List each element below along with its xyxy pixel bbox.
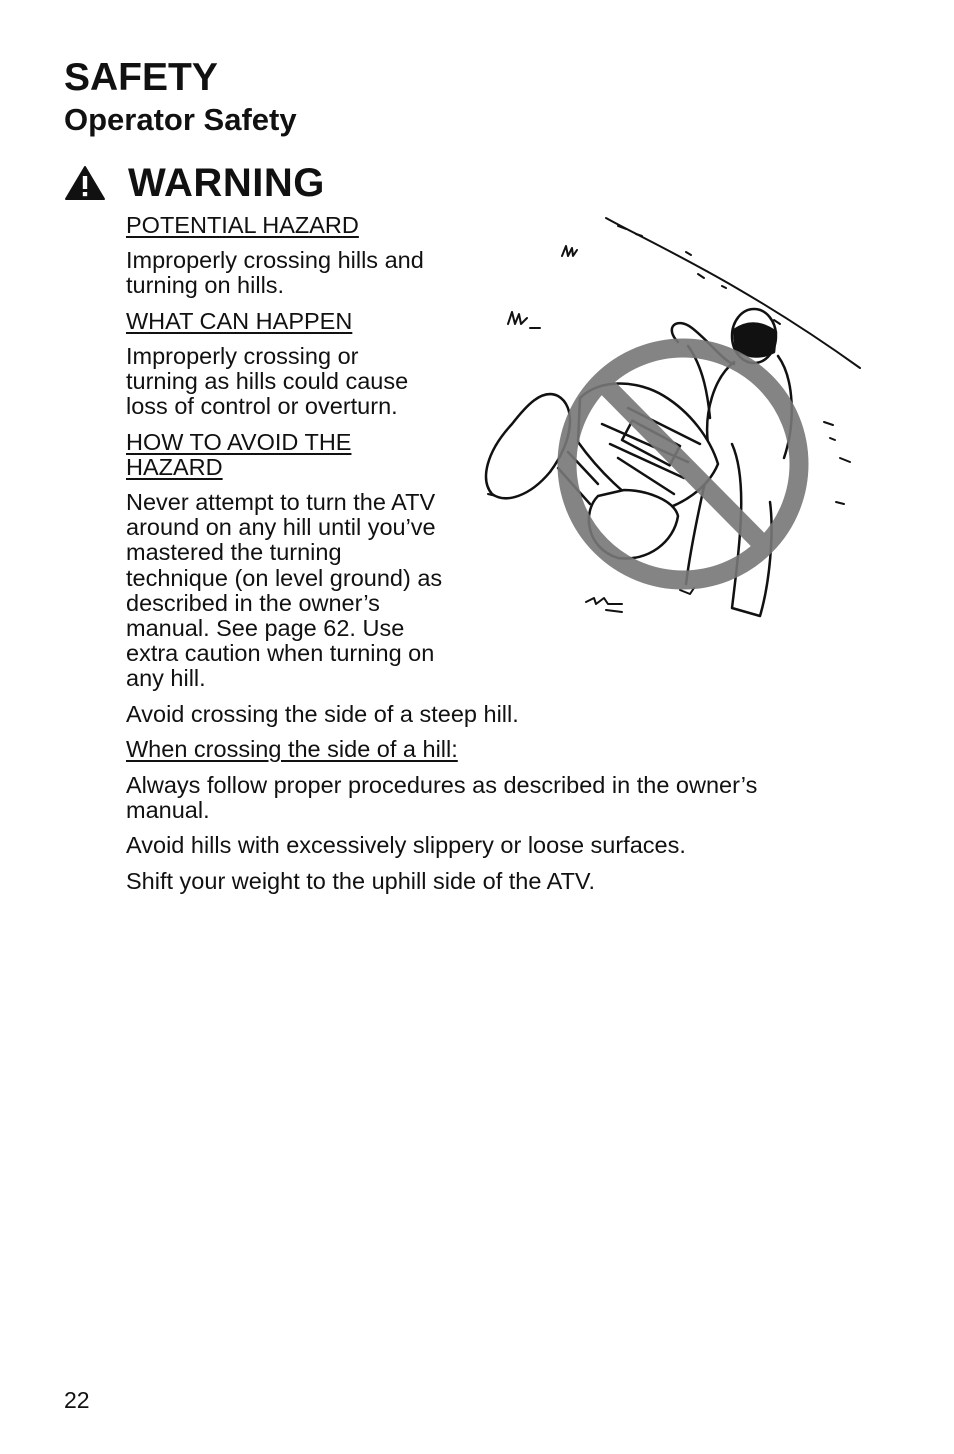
- procedure-3: Shift your weight to the uphill side of the ATV.: [126, 868, 595, 894]
- procedure-2: Avoid hills with excessively slippery or loose surfaces.: [126, 832, 686, 858]
- when-crossing-heading: When crossing the side of a hill:: [126, 736, 458, 762]
- page-number: 22: [64, 1387, 90, 1413]
- section-title: SAFETY: [64, 56, 218, 99]
- avoid-crossing-text: Avoid crossing the side of a steep hill.: [126, 701, 519, 727]
- how-to-avoid-text: Never attempt to turn the ATV around on any hill until you’ve mastered the turning technique (on level ground) as described in the owner’s manual. See page 62. Use extra caution when turning on any hill.: [126, 489, 443, 692]
- warning-triangle-icon: [64, 165, 106, 201]
- how-to-avoid-heading: HOW TO AVOID THE HAZARD: [126, 429, 352, 481]
- what-can-happen-text: Improperly crossing or turning as hills could cause loss of control or overturn.: [126, 343, 409, 420]
- warning-title: WARNING: [128, 161, 325, 205]
- prohibited-atv-overturn-icon: [478, 212, 862, 628]
- procedure-1: Always follow proper procedures as described in the owner’s manual.: [126, 772, 758, 824]
- subsection-title: Operator Safety: [64, 102, 297, 137]
- potential-hazard-text: Improperly crossing hills and turning on hills.: [126, 247, 424, 299]
- potential-hazard-heading: POTENTIAL HAZARD: [126, 212, 359, 238]
- warning-header: [64, 160, 325, 206]
- what-can-happen-heading: WHAT CAN HAPPEN: [126, 308, 353, 334]
